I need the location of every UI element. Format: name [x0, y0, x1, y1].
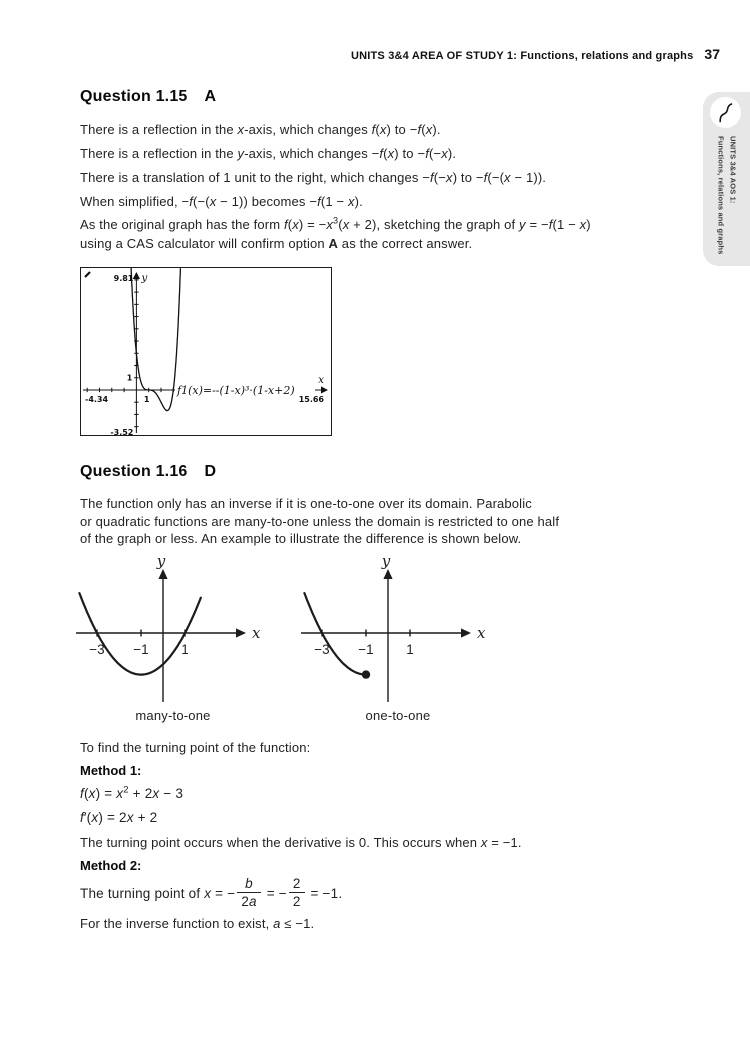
x-axis-arrow	[321, 386, 328, 393]
text-line: The function only has an inverse if it is one-to-one over its domain. Parabolic	[80, 496, 532, 511]
tick-label: 1	[181, 642, 189, 657]
tick-label: −1	[133, 642, 149, 657]
ymax-label: 9.81	[113, 274, 134, 283]
text-line: of the graph or less. An example to illustrate the difference is shown below.	[80, 531, 522, 547]
text-line: using a CAS calculator will confirm option A as the correct answer.	[80, 236, 473, 251]
question-116-heading	[80, 463, 216, 481]
question-115-heading	[80, 88, 216, 106]
function-label: f1(x)=--(1-x)³·(1-x+2)	[177, 383, 295, 397]
x-axis-letter: x	[318, 373, 324, 386]
turning-point-equation: The turning point of x = − $\frac{b}{2a}$ = − $\frac{2}{2}$ = −1.	[80, 876, 343, 910]
parabola-curve	[79, 593, 200, 675]
many-to-one-graph	[68, 556, 278, 706]
question-115-closing	[80, 215, 665, 253]
page-number: 37	[704, 46, 720, 62]
x-axis-arrow	[461, 628, 471, 637]
text-line: There is a reflection in the y-axis, which changes −f(x) to −f(−x).	[80, 146, 457, 161]
text-line: To find the turning point of the function:	[80, 740, 311, 755]
one-to-one-caption: one-to-one	[365, 708, 431, 723]
text-line: There is a translation of 1 unit to the right, which changes −f(−x) to −f(−(x − 1)).	[80, 170, 547, 185]
xmax-label: 15.66	[298, 394, 324, 404]
ymin-label: -3.52	[110, 428, 134, 436]
y-axis-arrow	[383, 569, 392, 579]
x-axis-arrow	[236, 628, 246, 637]
equation-fx: $f(x) = x^2 + 2x - 3$	[80, 784, 184, 801]
side-tab-line1: UNITS 3&4 AOS 1:	[728, 136, 738, 204]
method2-label: Method 2:	[80, 858, 142, 873]
cas-graph-screenshot	[80, 267, 332, 436]
running-head: UNITS 3&4 AREA OF STUDY 1: Functions, relations and graphs	[350, 50, 694, 62]
question-116-answer: D	[204, 463, 217, 480]
text-line: For the inverse function to exist, a ≤ −1.	[80, 916, 315, 931]
function-curve	[131, 267, 180, 410]
page-header	[80, 46, 720, 62]
tick-label: −1	[358, 642, 374, 657]
question-116-number: Question 1.16	[80, 463, 188, 480]
one-to-one-graph	[293, 556, 503, 706]
y-axis-letter: y	[156, 556, 166, 570]
screen-corner-mark	[85, 272, 90, 277]
question-115-statements	[80, 118, 665, 214]
chapter-side-tab	[703, 92, 750, 266]
many-to-one-caption: many-to-one	[135, 708, 211, 723]
method1-label: Method 1:	[80, 763, 142, 778]
question-116-paragraph	[80, 495, 665, 548]
text-line: There is a reflection in the x-axis, which changes f(x) to −f(x).	[80, 122, 441, 137]
xmin-label: -4.34	[85, 394, 109, 404]
y-axis-letter: y	[381, 556, 391, 570]
question-115-answer: A	[204, 88, 217, 105]
closed-endpoint-dot	[362, 670, 370, 678]
tick-label: −3	[314, 642, 330, 657]
side-tab-line2: Functions, relations and graphs	[716, 136, 726, 255]
question-115-number: Question 1.15	[80, 88, 188, 105]
tick-label: 1	[406, 642, 414, 657]
text-line: The turning point occurs when the derivative is 0. This occurs when x = −1.	[80, 835, 522, 850]
function-curve-icon	[710, 97, 741, 128]
x-axis-letter: x	[477, 624, 486, 642]
side-tab-text	[715, 136, 739, 254]
text-line: When simplified, −f(−(x − 1)) becomes −f(1 − x).	[80, 194, 363, 209]
y-axis-letter: y	[141, 272, 148, 284]
x-unit-label: 1	[143, 394, 150, 404]
y-axis-arrow	[133, 272, 140, 279]
parabola-curve	[304, 593, 366, 675]
equation-fprime: f′(x) = 2x + 2	[80, 810, 158, 825]
y-axis-arrow	[158, 569, 167, 579]
y-unit-label: 1	[126, 373, 133, 383]
tick-label: −3	[89, 642, 105, 657]
text-line: As the original graph has the form $f(x) = -x^3(x + 2)$, sketching the graph of y = −f(1 − x)	[80, 215, 591, 232]
x-axis-letter: x	[252, 624, 261, 642]
text-line: or quadratic functions are many-to-one unless the domain is restricted to one half	[80, 513, 560, 529]
